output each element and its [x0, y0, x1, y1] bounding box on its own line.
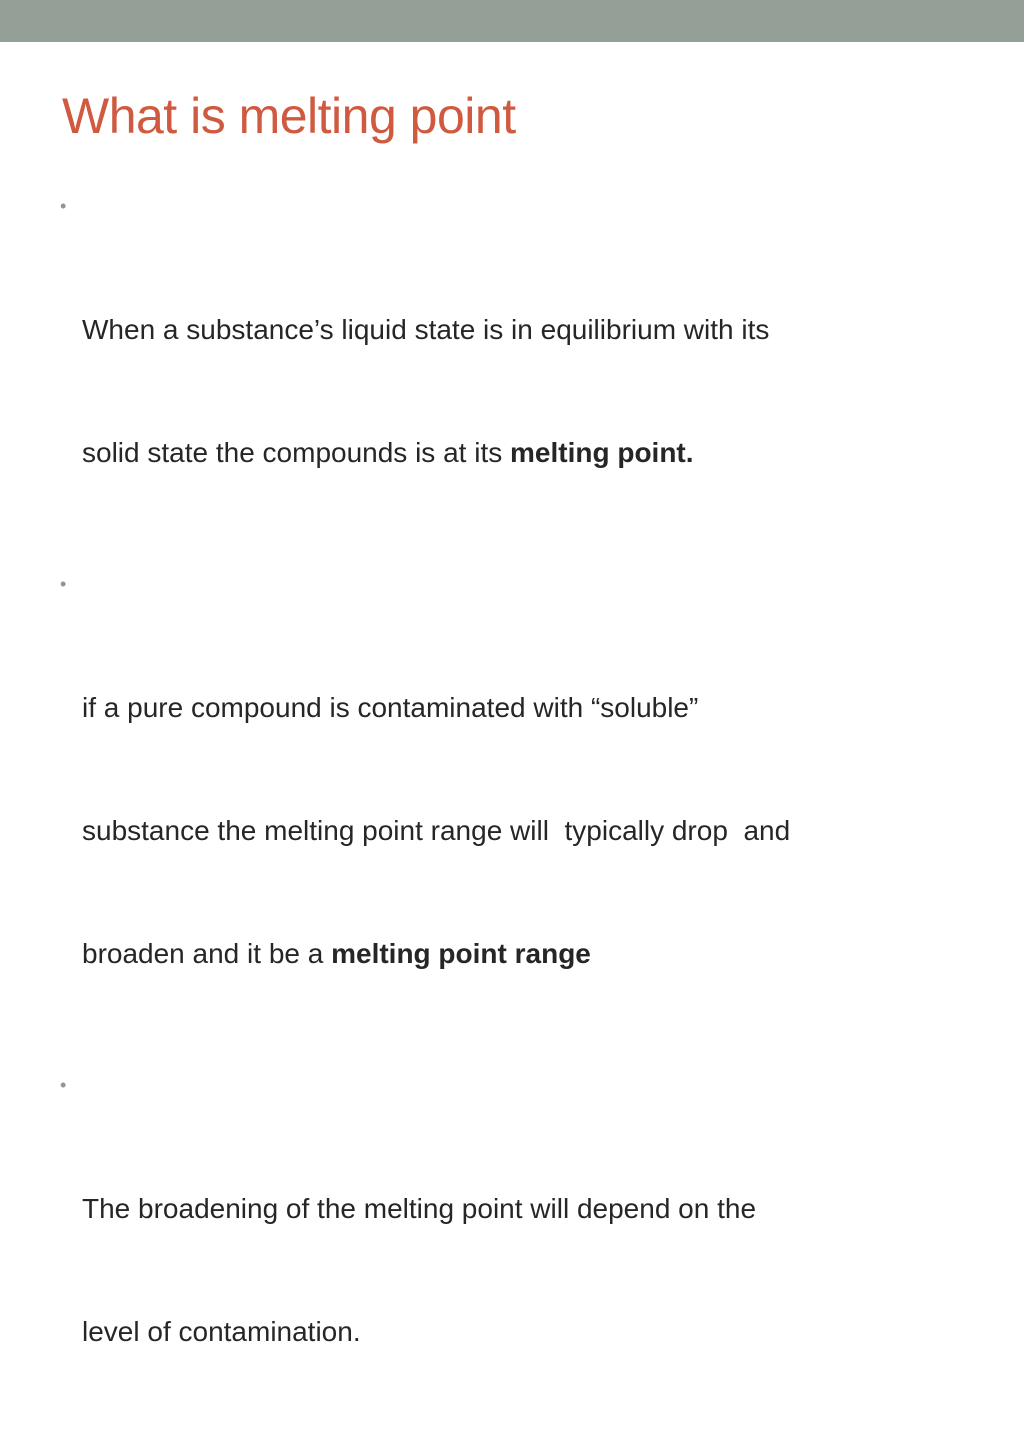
bullet-2-line-1: if a pure compound is contaminated with “soluble”: [82, 692, 699, 723]
bullet-1-bold-term: melting point.: [510, 437, 694, 468]
bullet-item-1: [60, 186, 972, 555]
bullet-marker: •: [60, 1075, 67, 1095]
bullet-marker: •: [60, 196, 67, 216]
bullet-2-line-3-text: broaden and it be a: [82, 938, 332, 969]
bullet-item-2: [60, 564, 972, 1056]
bullet-item-3: [60, 1065, 972, 1434]
bullet-1-line-2-text: solid state the compounds is at its: [82, 437, 510, 468]
bullet-1-line-2: [82, 432, 972, 473]
slide-title: What is melting point: [62, 88, 516, 144]
bullet-2-line-3: [82, 933, 972, 974]
bullet-3-line-2: level of contamination.: [82, 1316, 361, 1347]
bullet-2-line-2: substance the melting point range will typically drop and: [82, 815, 791, 846]
bullet-1-line-1: When a substance’s liquid state is in equilibrium with its: [82, 314, 770, 345]
bullet-3-line-1: The broadening of the melting point will depend on the: [82, 1193, 757, 1224]
bullet-list: [60, 186, 972, 1443]
bullet-marker: •: [60, 574, 67, 594]
top-accent-bar: [0, 0, 1024, 42]
bullet-2-bold-term: melting point range: [331, 938, 591, 969]
